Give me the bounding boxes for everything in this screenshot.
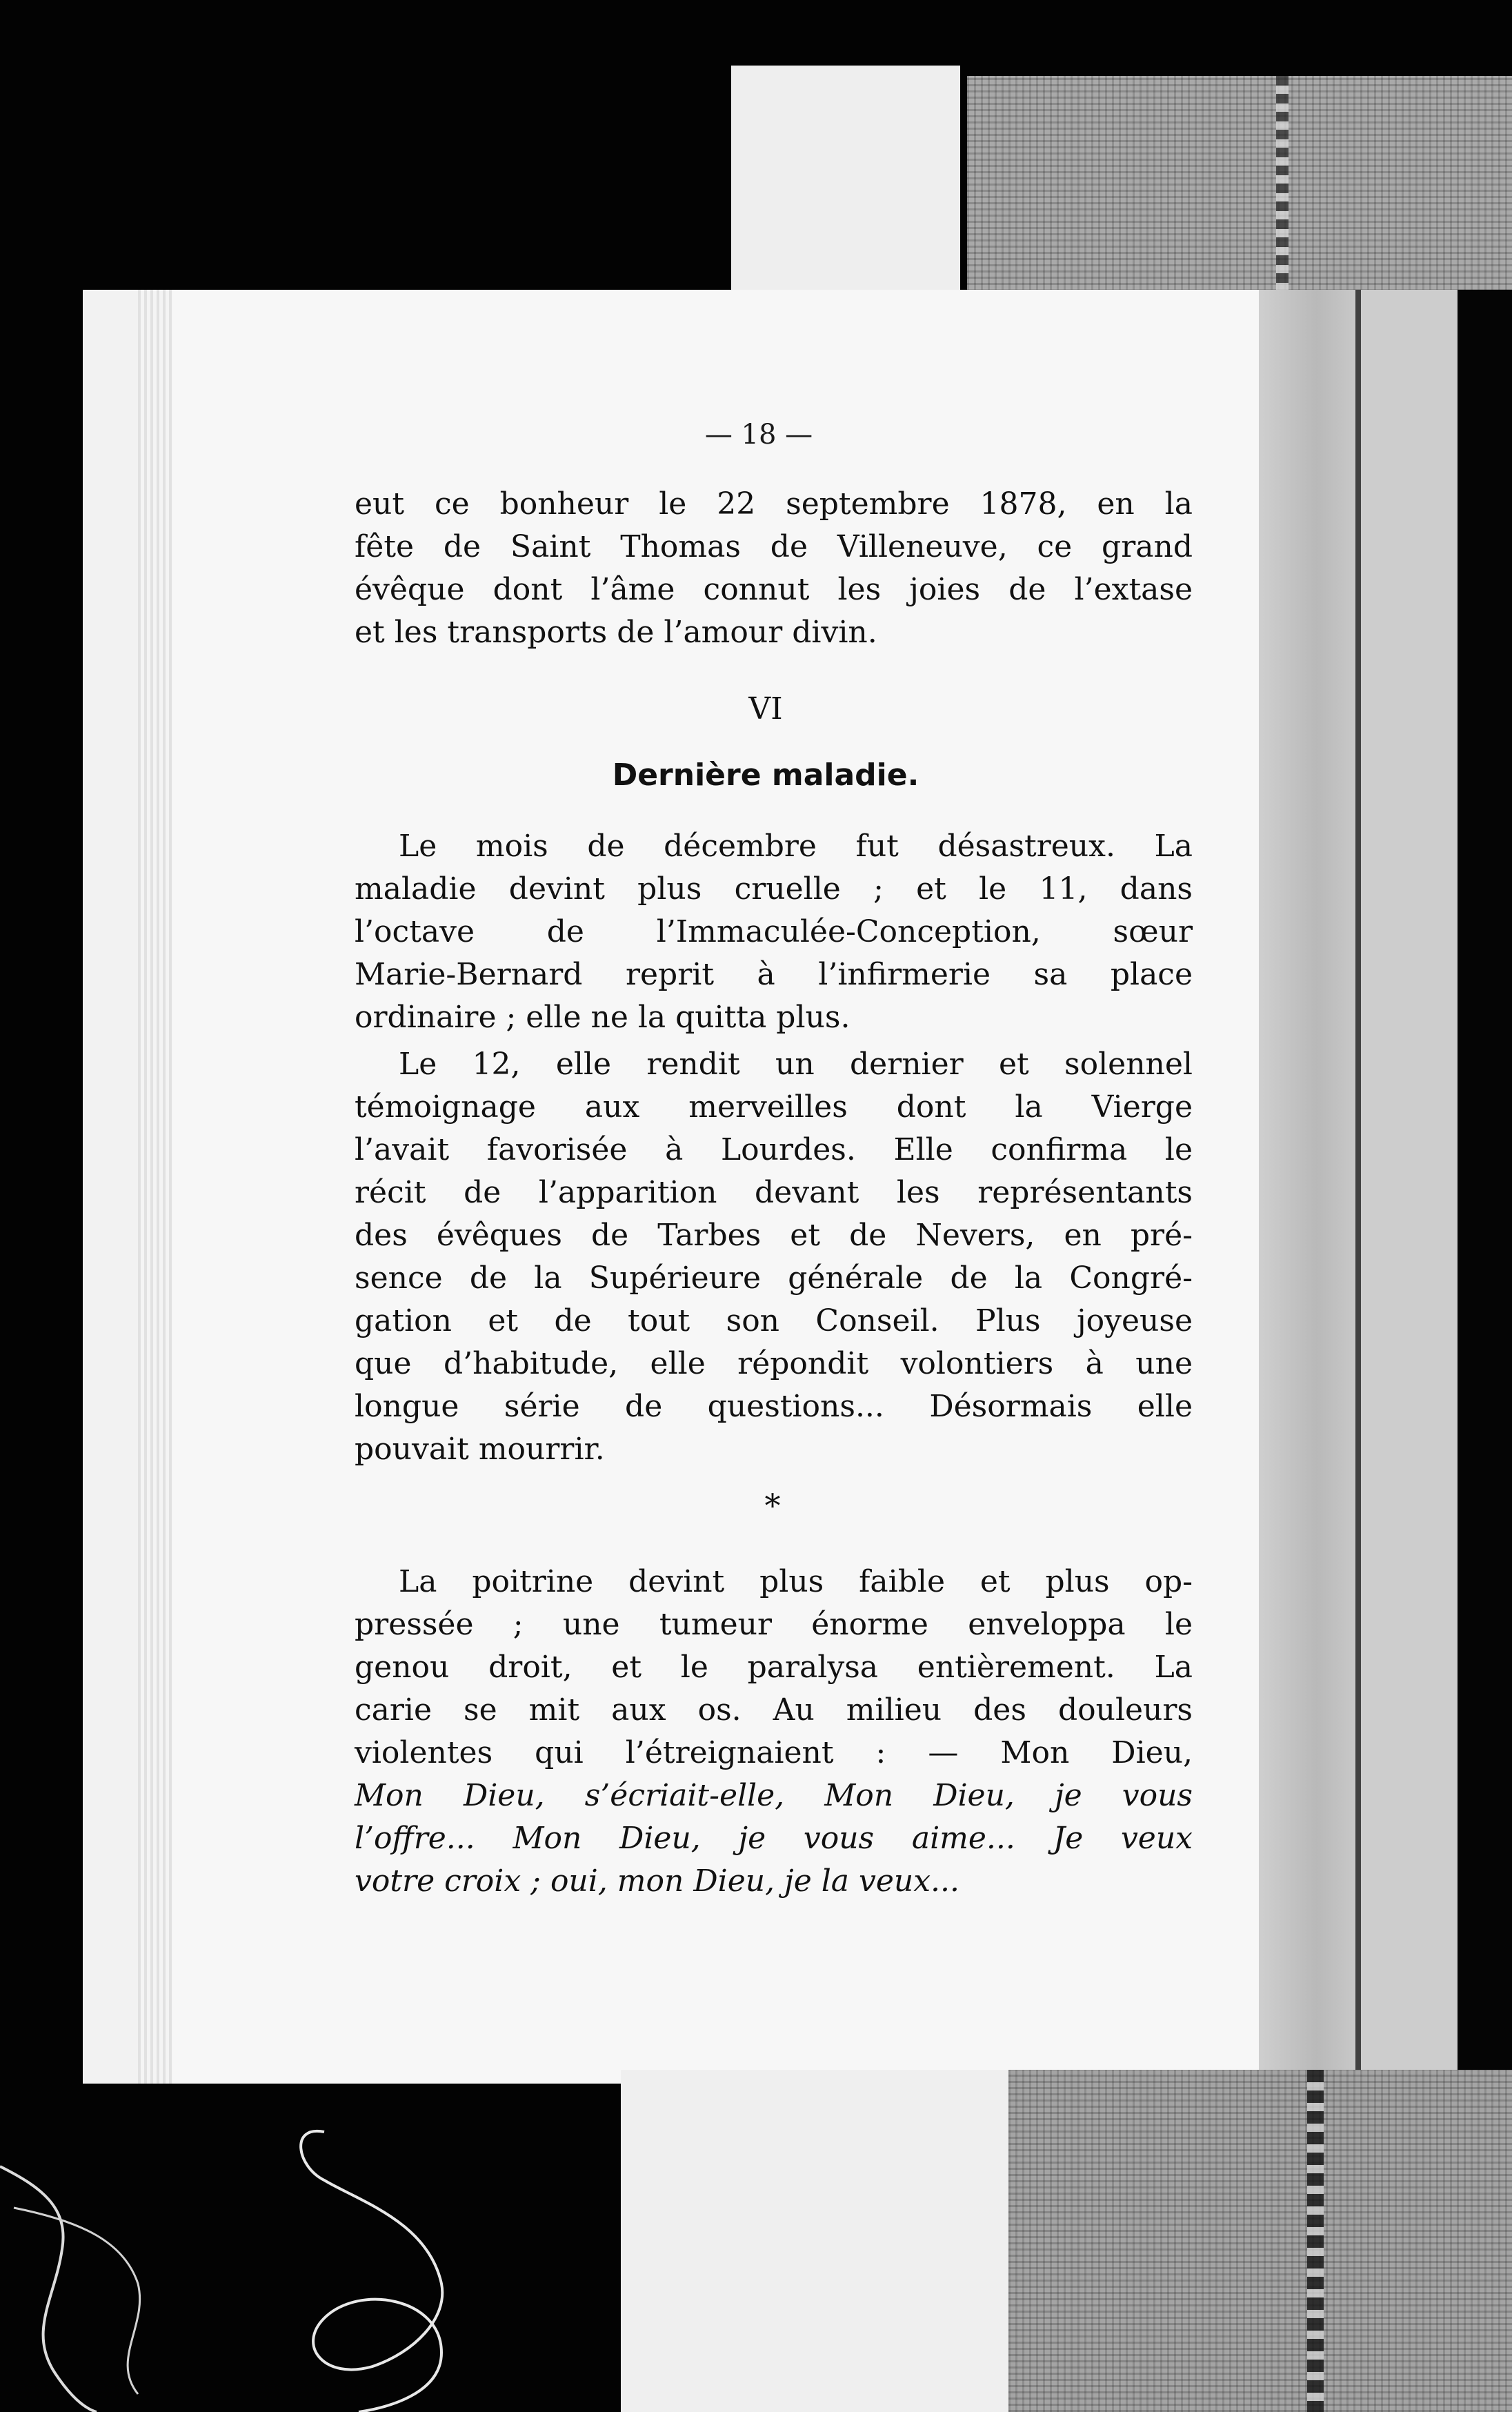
text-line: l’octave de l’Immaculée-Conception, sœur [355,914,1193,949]
paper-tab-bottom [621,2070,1008,2412]
text-line: Marie-Bernard reprit à l’infirmerie sa place [355,957,1193,992]
dark-border [1458,290,1512,2084]
text-line: pouvait mourrir. [355,1432,605,1467]
text-line: violentes qui l’étreignaient : — Mon Dieu, [355,1735,1193,1770]
cloth-binding-top [967,76,1512,304]
text-line: gation et de tout son Conseil. Plus joyeuse [355,1303,1193,1338]
facing-page-edge [1361,290,1458,2084]
loose-thread [0,2125,497,2412]
text-line: fête de Saint Thomas de Villeneuve, ce grand [355,529,1193,564]
text-line: eut ce bonheur le 22 septembre 1878, en la [355,486,1193,522]
text-line: et les transports de l’amour divin. [355,615,877,650]
binding-stitch-bottom [1307,2070,1324,2412]
page-number: — 18 — [704,419,813,451]
text-line: sence de la Supérieure générale de la Congré- [355,1261,1193,1296]
paper-tab-top [731,66,960,293]
section-asterism: * [764,1487,781,1524]
gutter-line [1355,290,1361,2084]
text-line: Le 12, elle rendit un dernier et solennel [399,1047,1193,1082]
text-line: récit de l’apparition devant les représentants [355,1175,1193,1210]
text-line: que d’habitude, elle répondit volontiers à une [355,1346,1193,1381]
text-line: évêque dont l’âme connut les joies de l’extase [355,572,1193,607]
text-line: pressée ; une tumeur énorme enveloppa le [355,1607,1193,1642]
text-line: votre croix ; oui, mon Dieu, je la veux... [355,1864,960,1899]
binding-stitch-top [1276,76,1289,304]
text-line: La poitrine devint plus faible et plus op- [399,1564,1193,1599]
text-line: l’offre... Mon Dieu, je vous aime... Je veux [355,1821,1193,1856]
section-number: VI [748,691,783,726]
text-line: témoignage aux merveilles dont la Vierge [355,1089,1193,1125]
cloth-binding-bottom [1008,2070,1512,2412]
text-line: maladie devint plus cruelle ; et le 11, dans [355,871,1193,907]
section-title: Dernière maladie. [612,758,919,793]
text-line: genou droit, et le paralysa entièrement. La [355,1650,1193,1685]
text-line: ordinaire ; elle ne la quitta plus. [355,1000,850,1035]
book-gutter [1259,290,1355,2084]
text-line: Le mois de décembre fut désastreux. La [399,829,1193,864]
text-line: carie se mit aux os. Au milieu des douleurs [355,1692,1193,1728]
text-line: Mon Dieu, s’écriait-elle, Mon Dieu, je vous [355,1778,1193,1813]
text-line: longue série de questions... Désormais elle [355,1389,1193,1424]
text-line: l’avait favorisée à Lourdes. Elle confirma le [355,1132,1193,1167]
text-line: des évêques de Tarbes et de Nevers, en pré- [355,1218,1193,1253]
